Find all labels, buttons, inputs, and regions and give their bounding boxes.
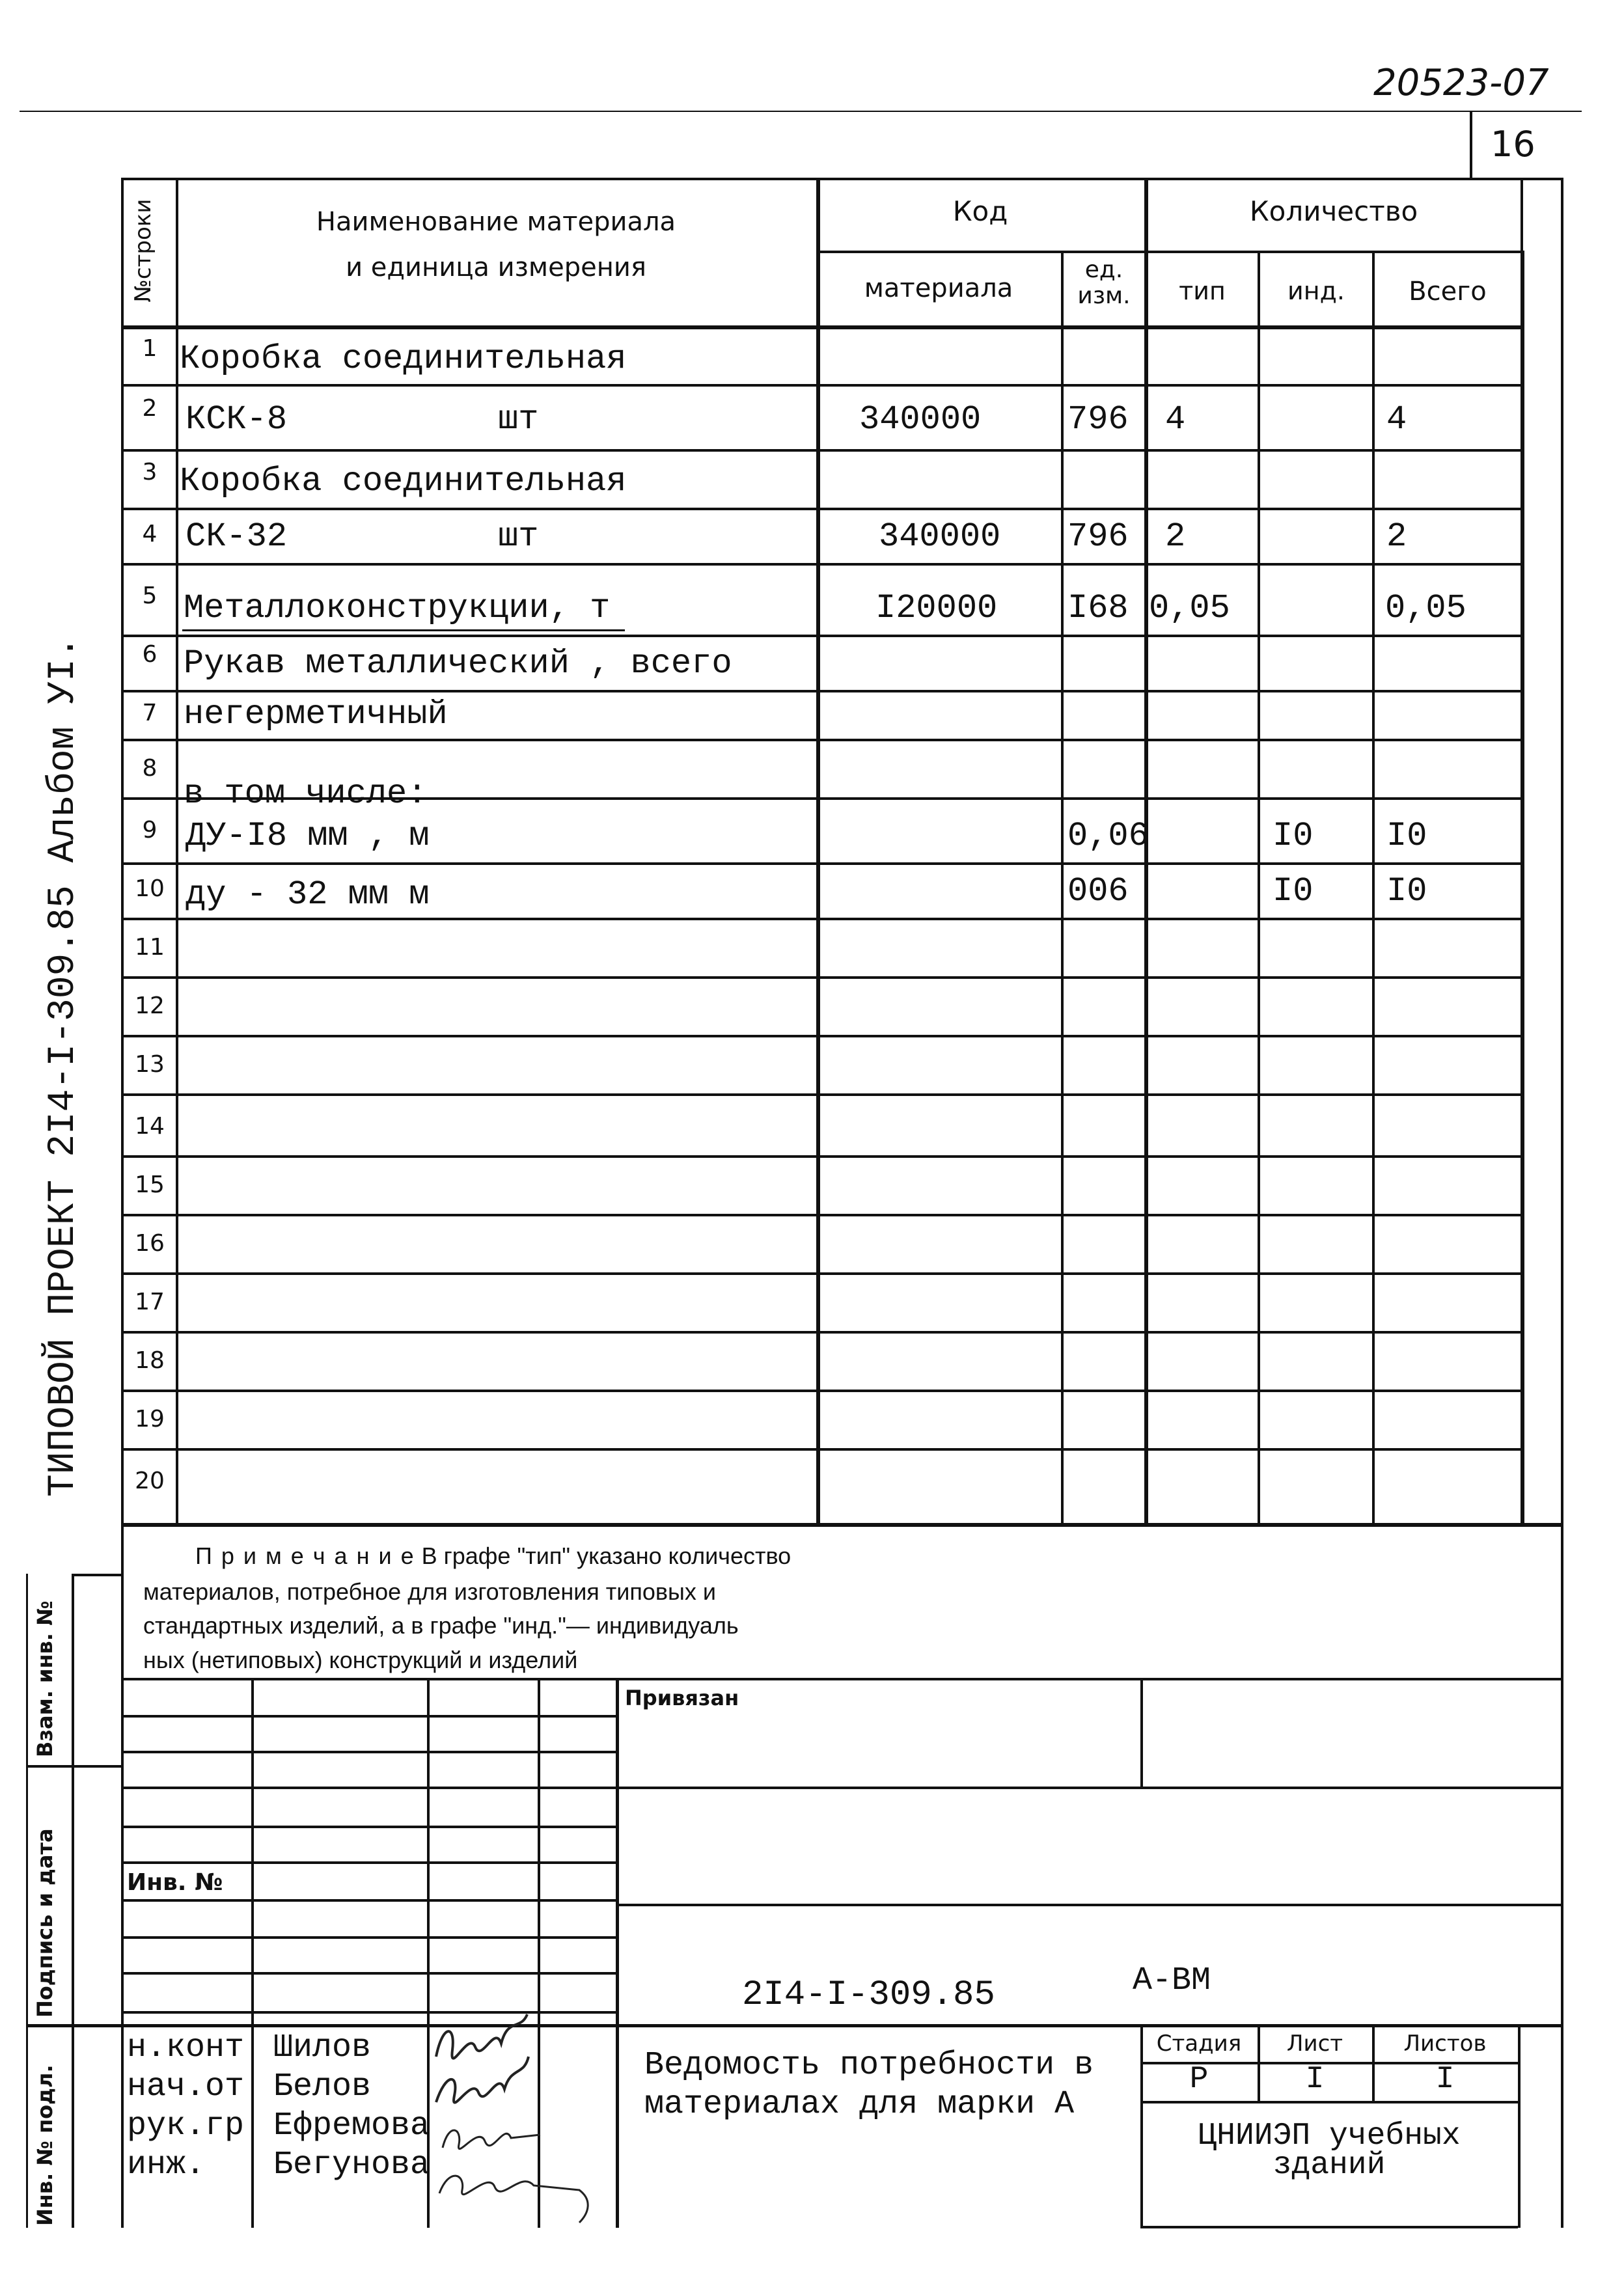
stamp-line (1140, 2101, 1518, 2103)
header-name-line1: Наименование материала (316, 207, 676, 237)
row-line (121, 918, 1521, 920)
signer-role: инж. (127, 2146, 206, 2184)
row-number: 17 (135, 1289, 165, 1315)
header-code: Код (952, 195, 1008, 227)
row-9-name: ДУ-I8 мм , м (186, 817, 430, 855)
row-number: 12 (135, 993, 165, 1019)
strip-vzam-label: Взам. инв. № (33, 1600, 57, 1757)
row-number: 7 (142, 700, 158, 726)
header-name-line2: и единица измерения (346, 253, 646, 282)
strip-podpis-label: Подпись и дата (33, 1828, 57, 2018)
row-6-name: Рукав металлический , всего (184, 644, 732, 683)
row-number: 10 (135, 875, 165, 902)
col-line-rowno (176, 178, 178, 1526)
row-10-unit: 006 (1067, 872, 1129, 911)
note-title: П р и м е ч а н и е (195, 1542, 415, 1569)
note-line-2: материалов, потребное для изготовления типовых и (143, 1578, 717, 1605)
signer-role: нач.от (127, 2068, 245, 2105)
sheet-number: 16 (1491, 124, 1535, 165)
col-line-code (1061, 251, 1064, 1526)
note-line-3: стандартных изделий, а в графе "инд."— индивидуаль (143, 1612, 739, 1639)
signer-name: Бегунова (273, 2146, 430, 2184)
side-project-label: ТИПОВОЙ ПРОЕКТ 2I4-I-309.85 Альбом УI. (42, 636, 85, 1497)
stamp-line (616, 1904, 1562, 1906)
stamp-vline (1140, 1678, 1143, 1787)
sheets-value: I (1435, 2062, 1455, 2097)
privyazan-label: Привязан (625, 1686, 739, 1710)
signer-name: Ефремова (273, 2107, 430, 2144)
mark: А-ВМ (1133, 1962, 1211, 1999)
row-number: 3 (142, 459, 158, 486)
stamp-vline (1518, 2024, 1521, 2228)
sheet-label: Лист (1286, 2031, 1343, 2057)
row-5-tip: 0,05 (1149, 589, 1230, 627)
stamp-line (121, 1751, 616, 1753)
sheet-value: I (1305, 2062, 1325, 2097)
row-5-underline (182, 629, 625, 631)
stamp-line (121, 1826, 616, 1828)
stamp-line (121, 1936, 616, 1939)
row-number: 5 (142, 582, 158, 609)
row-line (121, 690, 1521, 692)
row-line (121, 384, 1521, 387)
signer-role: рук.гр (127, 2107, 245, 2144)
row-10-total: I0 (1386, 872, 1427, 911)
stamp-line (1140, 2226, 1518, 2228)
row-4-code: 340000 (879, 517, 1001, 556)
row-2-code: 340000 (859, 400, 982, 439)
signer-name: Белов (273, 2068, 372, 2105)
row-5-total: 0,05 (1385, 589, 1466, 627)
row-line (121, 1272, 1521, 1275)
row-10-name: ду - 32 мм м (186, 875, 430, 914)
header-quantity: Количество (1249, 195, 1418, 227)
row-line (121, 508, 1521, 510)
header-mid-line (816, 251, 1521, 253)
header-bottom-line (121, 325, 1521, 329)
row-number: 2 (142, 395, 158, 422)
row-number: 18 (135, 1347, 165, 1374)
document-code: 20523-07 (1373, 62, 1549, 104)
designation: 2I4-I-309.85 (742, 1975, 995, 2015)
frame-right-outer (1561, 178, 1563, 2228)
row-number: 6 (142, 641, 158, 668)
row-number: 15 (135, 1171, 165, 1198)
header-material: материала (864, 273, 1013, 303)
row-line (121, 976, 1521, 979)
row-9-total: I0 (1386, 817, 1427, 855)
row-1-name: Коробка соединительная (180, 340, 627, 378)
header-tip: тип (1179, 277, 1226, 305)
org-line-2: зданий (1273, 2148, 1386, 2183)
col-line-tip (1258, 251, 1260, 1526)
signature-1 (436, 2014, 527, 2059)
row-9-ind: I0 (1273, 817, 1314, 855)
row-line (121, 1390, 1521, 1392)
signatures-graphic (430, 2011, 618, 2226)
stamp-line (121, 1899, 616, 1902)
title-line-1: Ведомость потребности в (644, 2047, 1094, 2084)
row-number: 16 (135, 1230, 165, 1257)
row-2-name: КСК-8 (186, 400, 288, 439)
col-line-name (816, 178, 820, 1526)
row-line (121, 739, 1521, 741)
row-line (121, 563, 1521, 566)
stamp-line (121, 1678, 1562, 1680)
row-5-code: I20000 (875, 589, 998, 627)
org-line-1: ЦНИИЭП учебных (1198, 2118, 1461, 2154)
header-row-number: №строки (130, 199, 156, 303)
row-number: 9 (142, 817, 158, 843)
title-line-2: материалах для марки А (644, 2086, 1075, 2123)
col-line-end (1521, 251, 1524, 1526)
stamp-line (121, 1861, 616, 1864)
table-bottom-line (121, 1523, 1562, 1527)
row-number: 19 (135, 1406, 165, 1432)
stage-label: Стадия (1156, 2031, 1242, 2057)
top-rule (20, 111, 1582, 112)
header-total: Всего (1409, 277, 1487, 307)
row-line (121, 449, 1521, 452)
row-4-total: 2 (1386, 517, 1407, 556)
row-number: 13 (135, 1051, 165, 1078)
row-4-unit-name: шт (498, 517, 539, 556)
row-number: 20 (135, 1468, 165, 1494)
row-4-name: СК-32 (186, 517, 288, 556)
header-ind: инд. (1287, 277, 1345, 305)
row-5-unit: I68 (1067, 589, 1129, 627)
row-number: 4 (142, 521, 158, 547)
stamp-line (121, 1972, 616, 1975)
note-text-1: В графе "тип" указано количество (421, 1542, 791, 1569)
row-line (121, 635, 1521, 637)
row-line (121, 1093, 1521, 1096)
signer-role: н.конт (127, 2029, 245, 2066)
note-line-1 (195, 1542, 791, 1570)
row-2-unit-name: шт (498, 400, 539, 439)
row-10-ind: I0 (1273, 872, 1314, 911)
row-number: 14 (135, 1113, 165, 1140)
stamp-line-thick (26, 2024, 1562, 2027)
signature-3 (443, 2130, 540, 2149)
strip-left (26, 1574, 28, 2228)
row-2-unit: 796 (1067, 400, 1129, 439)
header-unit: ед. изм. (1077, 256, 1131, 309)
row-number: 8 (142, 755, 158, 782)
row-2-tip: 4 (1165, 400, 1186, 439)
stamp-vline (251, 1678, 254, 2228)
row-2-total: 4 (1386, 400, 1407, 439)
sheets-label: Листов (1403, 2031, 1487, 2057)
signature-4 (439, 2176, 588, 2223)
row-line (121, 1035, 1521, 1037)
stage-value: Р (1189, 2062, 1209, 2097)
row-line (121, 1214, 1521, 1216)
note-line-4: ных (нетиповых) конструкций и изделий (143, 1647, 578, 1673)
row-4-unit: 796 (1067, 517, 1129, 556)
stamp-line (121, 1787, 1562, 1789)
frame-top (121, 178, 1562, 180)
strip-div-1 (26, 1765, 121, 1768)
signer-name: Шилов (273, 2029, 372, 2066)
strip-inv-podl-label: Инв. № подл. (33, 2064, 57, 2226)
row-4-tip: 2 (1165, 517, 1186, 556)
row-3-name: Коробка соединительная (180, 462, 627, 500)
col-line-ind (1372, 251, 1375, 1526)
row-9-unit: 0,06 (1067, 817, 1149, 855)
strip-top (72, 1574, 121, 1576)
row-line (121, 862, 1521, 865)
row-7-name: негерметичный (184, 695, 448, 733)
row-line (121, 1331, 1521, 1334)
strip-mid (72, 1574, 74, 2228)
stamp-line (121, 1715, 616, 1718)
sheet-number-box-left (1470, 111, 1472, 179)
row-number: 11 (135, 934, 165, 961)
inv-no-label: Инв. № (127, 1869, 223, 1896)
row-5-name: Металлоконструкции, т (184, 589, 611, 627)
row-8-name: в том числе: (184, 774, 428, 813)
row-line (121, 1448, 1521, 1451)
signature-2 (436, 2057, 529, 2103)
row-number: 1 (142, 335, 158, 362)
row-line (121, 1155, 1521, 1158)
